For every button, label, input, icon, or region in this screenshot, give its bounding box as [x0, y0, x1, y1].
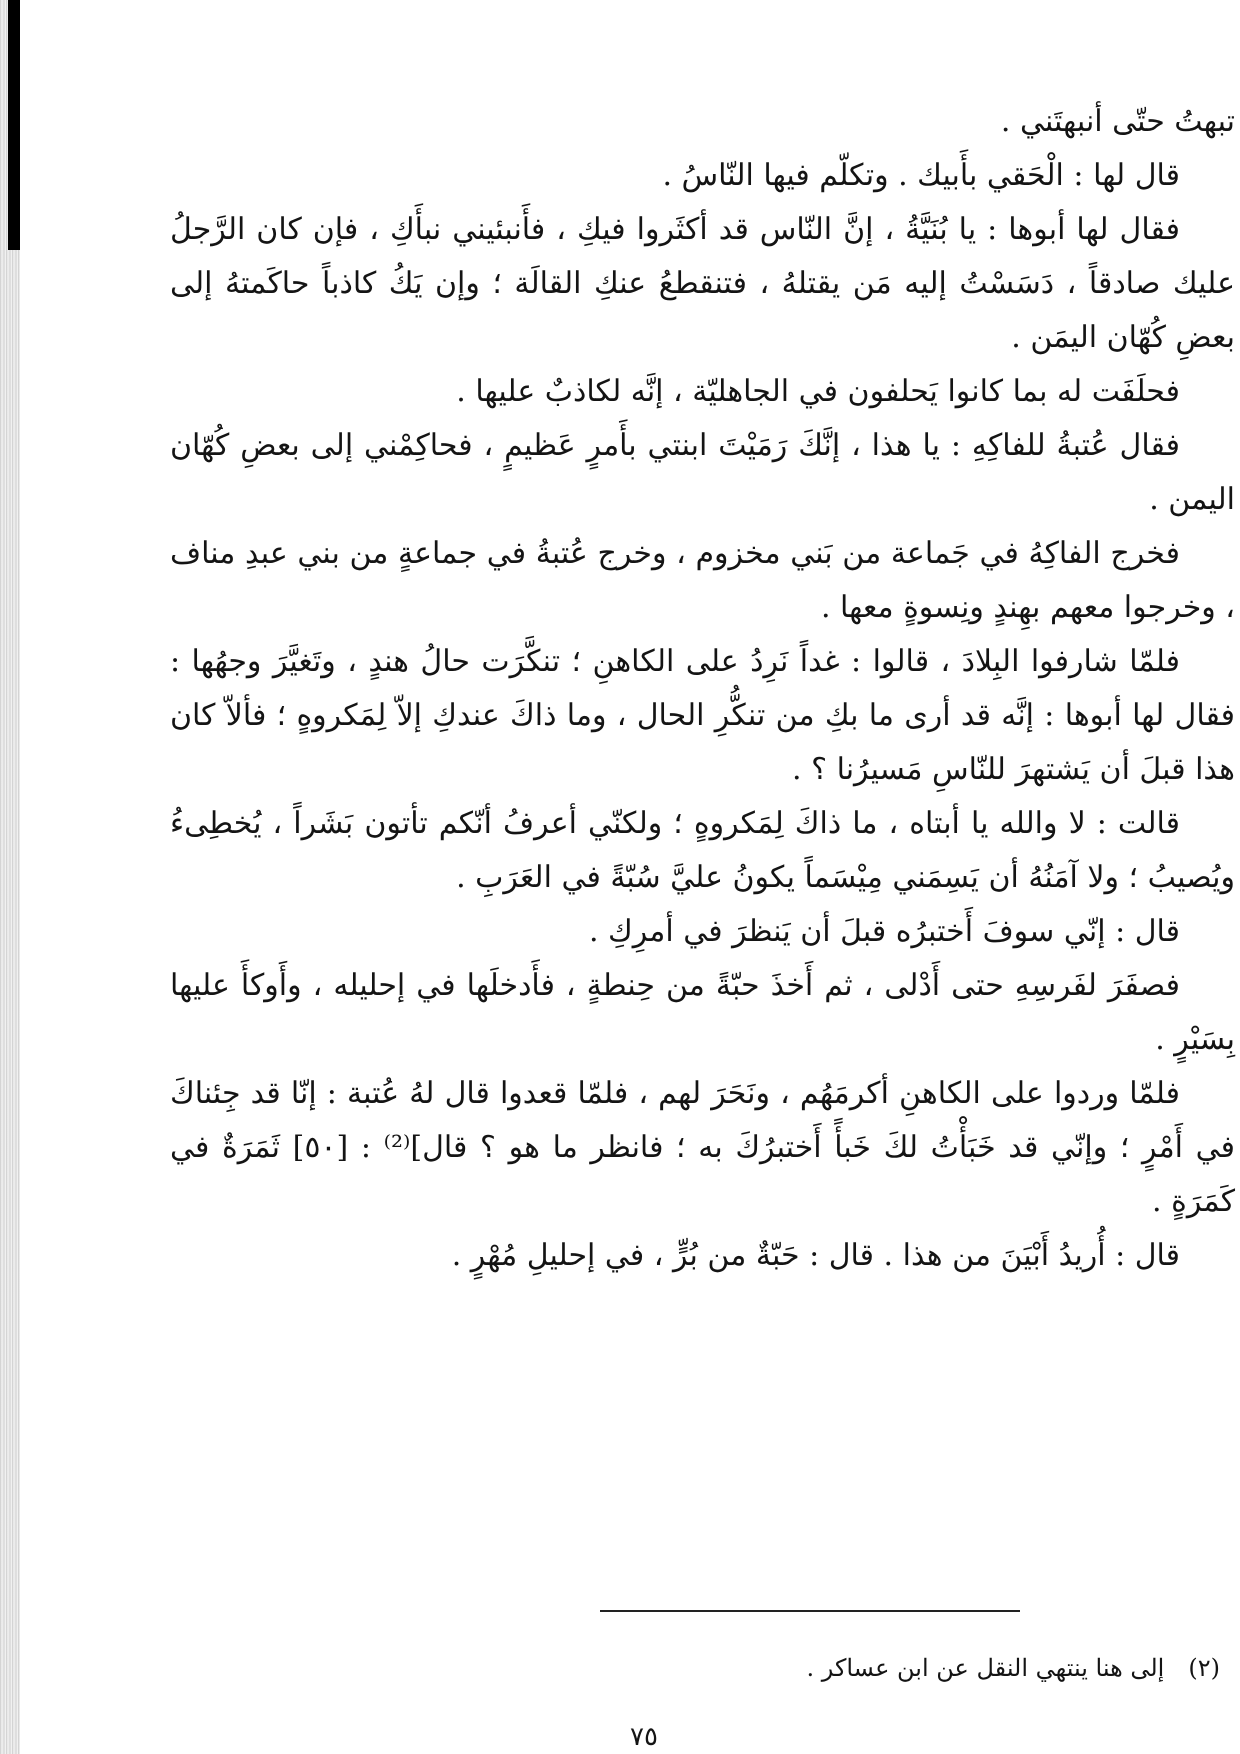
paragraph: قال : إنّي سوفَ أَختبرُه قبلَ أن يَنظرَ في أمرِكِ .: [588, 914, 1180, 949]
paragraph: فلمّا وردوا على الكاهنِ أكرمَهُم ، ونَحَرَ لهم ، فلمّا قعدوا قال لهُ عُتبة : إنّا قد جِئناكَ في أَمْرٍ ؛ وإنّي قد خَبَأْتُ لكَ خَبأً أَختبرُكَ به ؛ فانظر ما هو ؟ قال]⁽²⁾ : [٥٠] ثَمَرَةٌ في كَمَرَةٍ .: [170, 1076, 1235, 1219]
footnote-divider: [600, 1610, 1020, 1612]
page-number: ٧٥: [630, 1722, 658, 1752]
footnote: [520, 1650, 1220, 1686]
paragraph: فحلَفَت له بما كانوا يَحلفون في الجاهليّة ، إنَّه لكاذبٌ عليها .: [456, 374, 1180, 409]
footnote-number: (٢): [1188, 1654, 1220, 1682]
paragraph: فلمّا شارفوا البِلادَ ، قالوا : غداً نَرِدُ على الكاهنِ ؛ تنكَّرَت حالُ هندٍ ، وتَغيَّرَ وجهُها : فقال لها أبوها : إنَّه قد أرى ما بكِ من تنكُّرِ الحال ، وما ذاكَ عندكِ إلاّ لِمَكروهٍ ؛ فألاّ كان هذا قبلَ أن يَشتهرَ للنّاسِ مَسيرُنا ؟ .: [170, 644, 1235, 787]
scan-edge: [0, 0, 20, 1754]
footnote-text: إلى هنا ينتهي النقل عن ابن عساكر .: [806, 1654, 1165, 1682]
paragraph: فصفَرَ لفَرسِهِ حتى أَدْلى ، ثم أَخذَ حبّةً من حِنطةٍ ، فأَدخلَها في إحليله ، وأَوكأَ عليها بِسَيْرٍ .: [170, 968, 1235, 1057]
scan-shadow-bar: [8, 0, 20, 250]
paragraph: فخرج الفاكِهُ في جَماعة من بَني مخزوم ، وخرج عُتبةُ في جماعةٍ من بني عبدِ مناف ، وخرجوا معهم بهِندٍ ونِسوةٍ معها .: [170, 536, 1235, 625]
paragraph: قالت : لا والله يا أبتاه ، ما ذاكَ لِمَكروهٍ ؛ ولكنّي أعرفُ أنّكم تأتون بَشَراً ، يُخطِىءُ ويُصيبُ ؛ ولا آمَنُهُ أن يَسِمَني مِيْسَماً يكونُ عليَّ سُبّةً في العَرَبِ .: [170, 806, 1235, 895]
paragraph: قال لها : الْحَقي بأَبيك . وتكلّم فيها النّاسُ .: [662, 158, 1180, 193]
paragraph: فقال عُتبةُ للفاكِهِ : يا هذا ، إنَّكَ رَمَيْتَ ابنتي بأَمرٍ عَظيمٍ ، فحاكِمْني إلى بعضِ كُهّان اليمن .: [170, 428, 1235, 517]
paragraph: فقال لها أبوها : يا بُنَيَّةُ ، إنَّ النّاس قد أكثَروا فيكِ ، فأَنبئيني نبأَكِ ، فإن كان الرَّجلُ عليك صادقاً ، دَسَسْتُ إليه مَن يقتلهُ ، فتنقطعُ عنكِ القالَة ؛ وإن يَكُ كاذباً حاكَمتهُ إلى بعضِ كُهّان اليمَن .: [170, 212, 1235, 355]
page-body: [170, 95, 1235, 1283]
paragraph-continuation: تبهتُ حتّى أنبهتَني .: [1000, 104, 1235, 139]
paragraph: قال : أُريدُ أَبْيَنَ من هذا . قال : حَبّةٌ من بُرٍّ ، في إحليلِ مُهْرٍ .: [451, 1238, 1180, 1273]
